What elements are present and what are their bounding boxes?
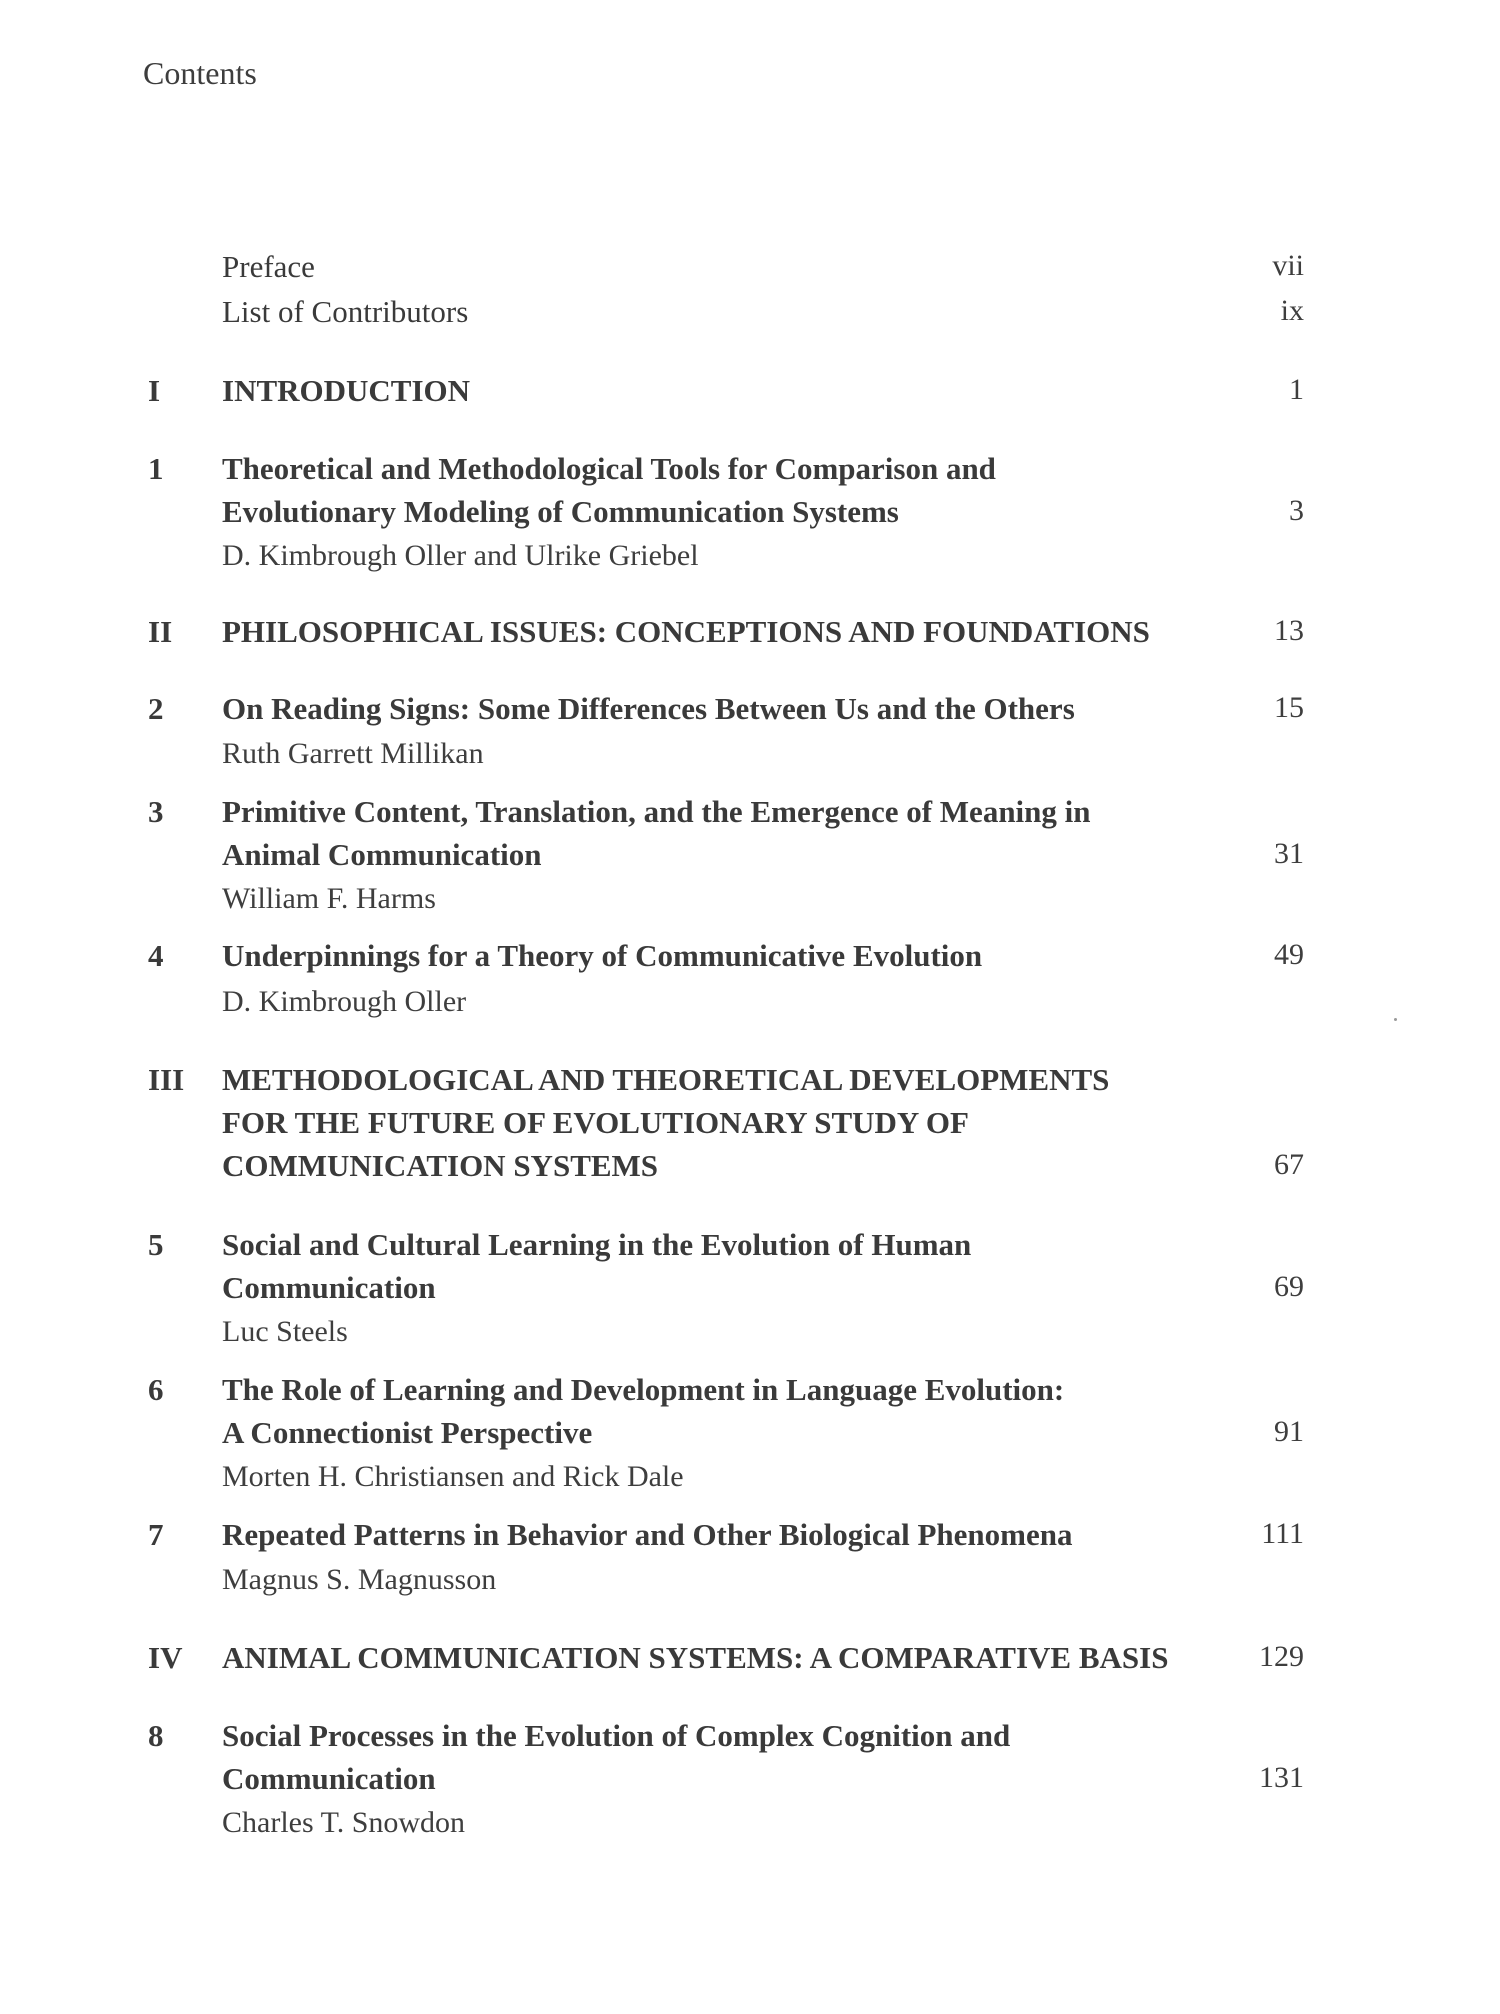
chapter-author: D. Kimbrough Oller and Ulrike Griebel: [222, 539, 699, 572]
chapter-title-line: Communication: [222, 1270, 436, 1305]
chapter-author: Ruth Garrett Millikan: [222, 737, 484, 770]
part-title: ANIMAL COMMUNICATION SYSTEMS: A COMPARATIVE BASIS: [222, 1640, 1169, 1675]
chapter-page: 69: [1274, 1270, 1304, 1303]
chapter-number: 1: [148, 451, 164, 486]
chapter-number: 2: [148, 691, 164, 726]
part-number: III: [148, 1062, 185, 1097]
toc-page-contributors: ix: [1280, 294, 1304, 327]
part-title-line: FOR THE FUTURE OF EVOLUTIONARY STUDY OF: [222, 1105, 969, 1140]
toc-title-contributors: List of Contributors: [222, 294, 469, 329]
chapter-title-line: A Connectionist Perspective: [222, 1415, 593, 1450]
toc-page-preface: vii: [1272, 249, 1304, 282]
chapter-author: Charles T. Snowdon: [222, 1806, 466, 1839]
part-title: PHILOSOPHICAL ISSUES: CONCEPTIONS AND FOUNDATIONS: [222, 614, 1150, 649]
chapter-title-line: Repeated Patterns in Behavior and Other Biological Phenomena: [222, 1517, 1073, 1552]
chapter-author: Luc Steels: [222, 1315, 348, 1348]
chapter-page: 91: [1274, 1415, 1304, 1448]
chapter-number: 4: [148, 938, 164, 973]
part-title: INTRODUCTION: [222, 373, 471, 408]
running-head: Contents: [143, 55, 257, 91]
part-page: 13: [1274, 614, 1304, 647]
part-page: 67: [1274, 1148, 1304, 1181]
scan-speck: [1394, 1018, 1397, 1021]
chapter-number: 6: [148, 1372, 164, 1407]
chapter-author: Morten H. Christiansen and Rick Dale: [222, 1460, 684, 1493]
chapter-number: 3: [148, 794, 164, 829]
chapter-author: D. Kimbrough Oller: [222, 985, 467, 1018]
chapter-title-line: Social Processes in the Evolution of Complex Cognition and: [222, 1718, 1011, 1753]
chapter-title-line: Evolutionary Modeling of Communication Systems: [222, 494, 899, 529]
chapter-title-line: Underpinnings for a Theory of Communicative Evolution: [222, 938, 983, 973]
chapter-title-line: On Reading Signs: Some Differences Between Us and the Others: [222, 691, 1075, 726]
chapter-author: William F. Harms: [222, 882, 436, 915]
chapter-title-line: The Role of Learning and Development in Language Evolution:: [222, 1372, 1065, 1407]
part-number: II: [148, 614, 173, 649]
chapter-title-line: Communication: [222, 1761, 436, 1796]
chapter-page: 49: [1274, 938, 1304, 971]
chapter-number: 7: [148, 1517, 164, 1552]
chapter-page: 15: [1274, 691, 1304, 724]
part-title-line: COMMUNICATION SYSTEMS: [222, 1148, 659, 1183]
part-page: 1: [1289, 373, 1304, 406]
toc-title-preface: Preface: [222, 249, 315, 284]
part-page: 129: [1259, 1640, 1304, 1673]
chapter-page: 3: [1289, 494, 1304, 527]
part-title-line: METHODOLOGICAL AND THEORETICAL DEVELOPMENTS: [222, 1062, 1110, 1097]
chapter-author: Magnus S. Magnusson: [222, 1563, 497, 1596]
chapter-number: 5: [148, 1227, 164, 1262]
chapter-number: 8: [148, 1718, 164, 1753]
chapter-page: 111: [1261, 1517, 1304, 1550]
chapter-title-line: Primitive Content, Translation, and the Emergence of Meaning in: [222, 794, 1091, 829]
chapter-title-line: Animal Communication: [222, 837, 542, 872]
chapter-page: 131: [1259, 1761, 1304, 1794]
part-number: I: [148, 373, 161, 408]
chapter-title-line: Social and Cultural Learning in the Evolution of Human: [222, 1227, 972, 1262]
chapter-title-line: Theoretical and Methodological Tools for Comparison and: [222, 451, 996, 486]
part-number: IV: [148, 1640, 183, 1675]
chapter-page: 31: [1274, 837, 1304, 870]
